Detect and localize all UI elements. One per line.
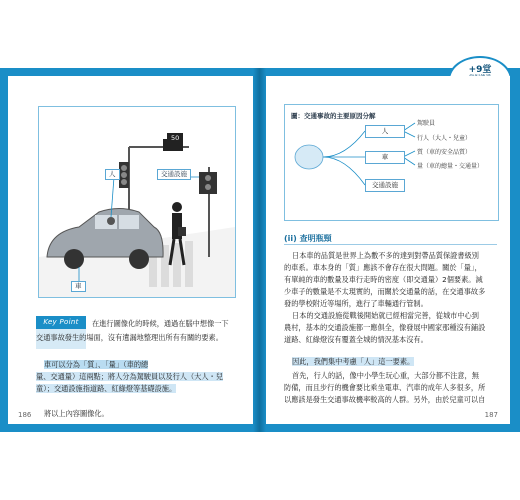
right-line-1: 日本車的品質是世界上為數不多的達到對帶品質保證書級別	[292, 251, 479, 260]
key-point-tag: Key Point	[36, 316, 86, 329]
right-line-12: 以應該是發生交通事故機率較高的人群。另外，由於兒童可以自	[284, 395, 486, 404]
item-car-quality: 質（車的安全品質）	[417, 149, 472, 156]
item-pedestrian: 行人（大人・兒童）	[417, 135, 472, 142]
box-person: 人	[365, 125, 405, 138]
item-car-quantity: 量（車的總量・交通量）	[417, 163, 484, 170]
right-line-6: 日本的交通設施從戰後開始就已經相當完善，從城市中心到	[292, 311, 479, 320]
right-line-11: 防備，而且步行的機會要比乘坐電車、汽車的成年人多很多，所	[284, 383, 486, 392]
right-line-10: 首先，行人的話，像中小學生玩心重，大部分都不注意，無	[292, 371, 479, 380]
label-car: 車	[71, 281, 86, 292]
right-line-7: 農村，基本的交通設施都一應俱全，像發展中國家那種沒有鋪設	[284, 323, 486, 332]
box-car: 車	[365, 151, 405, 164]
text-line-6: 將以上內容圖像化。	[44, 409, 109, 418]
box-facility: 交通設施	[365, 179, 405, 192]
page-number-right: 187	[484, 411, 498, 419]
right-page	[266, 76, 510, 424]
diagram-title: 圖：交通事故的主要原因分解	[291, 112, 376, 120]
text-line-1: 在進行圖像化的時候，通過在腦中想像一下	[92, 319, 229, 328]
right-line-8: 道路、紅綠燈沒有覆蓋全城的情況基本沒有。	[284, 335, 428, 344]
text-line-2: 交通事故發生的場面，沒有遺漏地整理出所有有關的要素。	[36, 333, 223, 342]
section-divider	[284, 244, 497, 245]
right-line-5: 發的學校附近等場所，進行了車輛通行管制。	[284, 299, 428, 308]
right-line-4: 少車子的數量是不太現實的，而關於交通量的話，在交通事故多	[284, 287, 486, 296]
traffic-scene-figure	[38, 106, 236, 298]
label-person: 人	[105, 169, 120, 180]
left-page	[8, 76, 253, 424]
text-line-3-content: 車可以分為「質」、「量」（車的總	[44, 360, 149, 369]
right-line-9-content: 因此，我們集中考慮「人」這一要素。	[292, 357, 415, 366]
text-line-4-content: 量、交通量）這兩點；將人分為駕駛員以及行人（大人・兒	[36, 372, 223, 381]
text-line-4	[36, 371, 223, 383]
right-line-3: 有單純的車的數量及車行走時的密度（即交通量）2個要素。減	[284, 275, 483, 284]
text-line-5-content: 童）；交通設施指道路、紅綠燈等基礎設施。	[36, 384, 177, 393]
label-traffic-facility: 交通設施	[157, 169, 191, 180]
section-heading: (ii) 查明瓶頸	[284, 234, 332, 243]
cause-diagram	[284, 104, 499, 221]
book-gutter	[253, 68, 266, 432]
badge-title: +9堂	[468, 65, 492, 75]
page-number-left: 186	[18, 411, 32, 419]
signal-display: 50	[167, 133, 183, 144]
right-line-9	[292, 356, 414, 368]
text-line-3	[44, 359, 148, 371]
traffic-scene-illustration	[39, 107, 235, 297]
item-driver: 駕駛員	[417, 120, 436, 127]
text-line-5	[36, 383, 176, 395]
right-line-2: 的車系。車本身的「質」應該不會存在很大問題。關於「量」，	[284, 263, 482, 272]
